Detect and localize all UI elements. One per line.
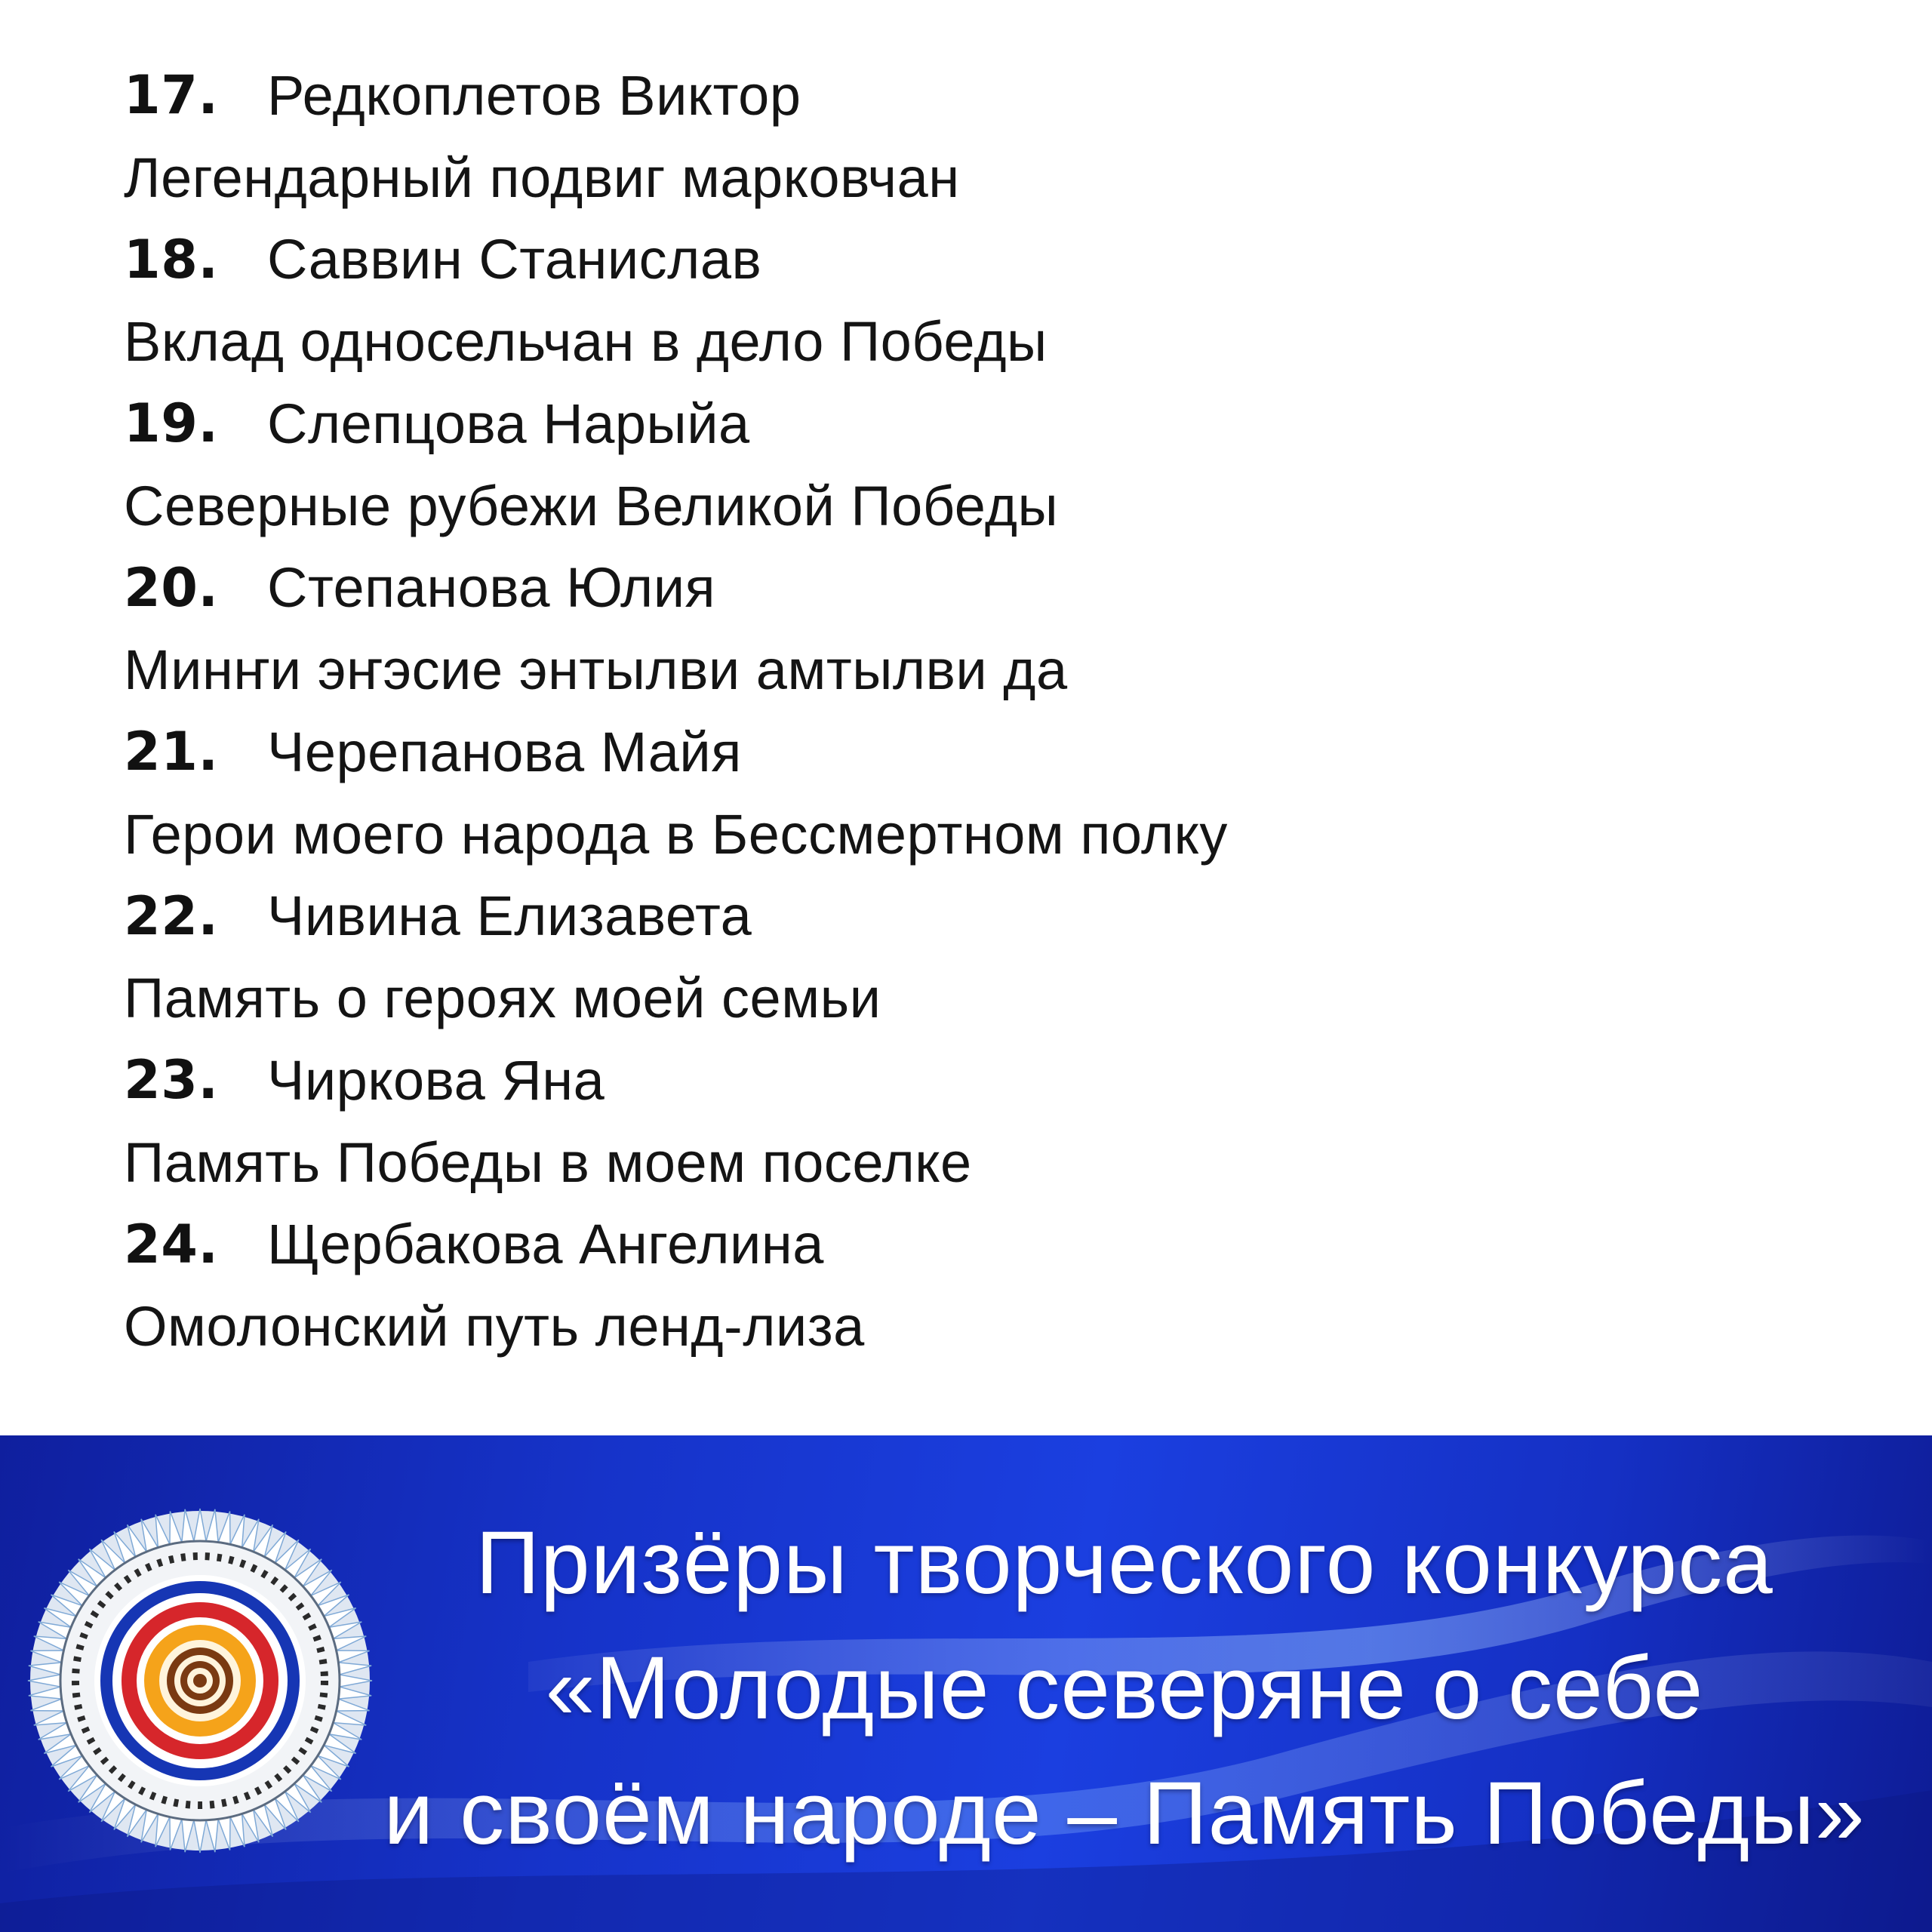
entry-title: Герои моего народа в Бессмертном полку	[124, 802, 1228, 866]
list-item	[124, 1039, 1860, 1204]
banner-line-3: и своём народе – Память Победы»	[383, 1764, 1866, 1863]
entry-name: Чиркова Яна	[267, 1048, 605, 1112]
entry-name-line	[124, 711, 1860, 793]
banner-line-1: Призёры творческого конкурса	[475, 1513, 1774, 1613]
prize-winners-list	[124, 54, 1860, 1367]
list-item	[124, 54, 1860, 219]
entry-number: 18.	[124, 228, 219, 291]
entry-name-line	[124, 383, 1860, 465]
entry-name: Черепанова Майя	[267, 720, 742, 783]
entry-name-line	[124, 219, 1860, 301]
entry-title: Вклад односельчан в дело Победы	[124, 310, 1048, 374]
entry-name: Степанова Юлия	[267, 556, 716, 620]
entry-number: 22.	[124, 884, 219, 947]
entry-number: 19.	[124, 392, 219, 455]
list-item	[124, 547, 1860, 712]
entry-name: Щербакова Ангелина	[267, 1213, 824, 1276]
list-item	[124, 711, 1860, 875]
entry-name-line	[124, 875, 1860, 958]
entry-title: Северные рубежи Великой Победы	[124, 474, 1059, 537]
ornament-emblem-icon	[23, 1503, 377, 1858]
entry-number: 23.	[124, 1049, 219, 1112]
entry-title: Память Победы в моем поселке	[124, 1131, 972, 1194]
list-item	[124, 383, 1860, 547]
entry-name-line	[124, 1204, 1860, 1286]
entry-number: 20.	[124, 556, 219, 619]
banner-title	[332, 1500, 1917, 1876]
list-item	[124, 875, 1860, 1040]
entry-number: 21.	[124, 721, 219, 783]
entry-title: Легендарный подвиг марковчан	[124, 146, 960, 209]
entry-name-line	[124, 547, 1860, 629]
entry-name-line	[124, 1039, 1860, 1121]
entry-title: Омолонский путь ленд-лиза	[124, 1295, 865, 1358]
entry-name: Редкоплетов Виктор	[267, 63, 801, 127]
entry-number: 17.	[124, 64, 219, 127]
entry-name: Саввин Станислав	[267, 228, 762, 291]
entry-name-line	[124, 54, 1860, 137]
contest-banner	[0, 1435, 1932, 1932]
entry-title: Память о героях моей семьи	[124, 967, 881, 1030]
list-item	[124, 219, 1860, 383]
entry-name: Чивина Елизавета	[267, 884, 752, 948]
entry-name: Слепцова Нарыйа	[267, 392, 750, 455]
entry-title: Минҥи эҥэсие энтылви амтылви да	[124, 638, 1068, 702]
list-item	[124, 1204, 1860, 1368]
entry-number: 24.	[124, 1213, 219, 1275]
banner-line-2: «Молодые северяне о себе	[545, 1638, 1704, 1738]
